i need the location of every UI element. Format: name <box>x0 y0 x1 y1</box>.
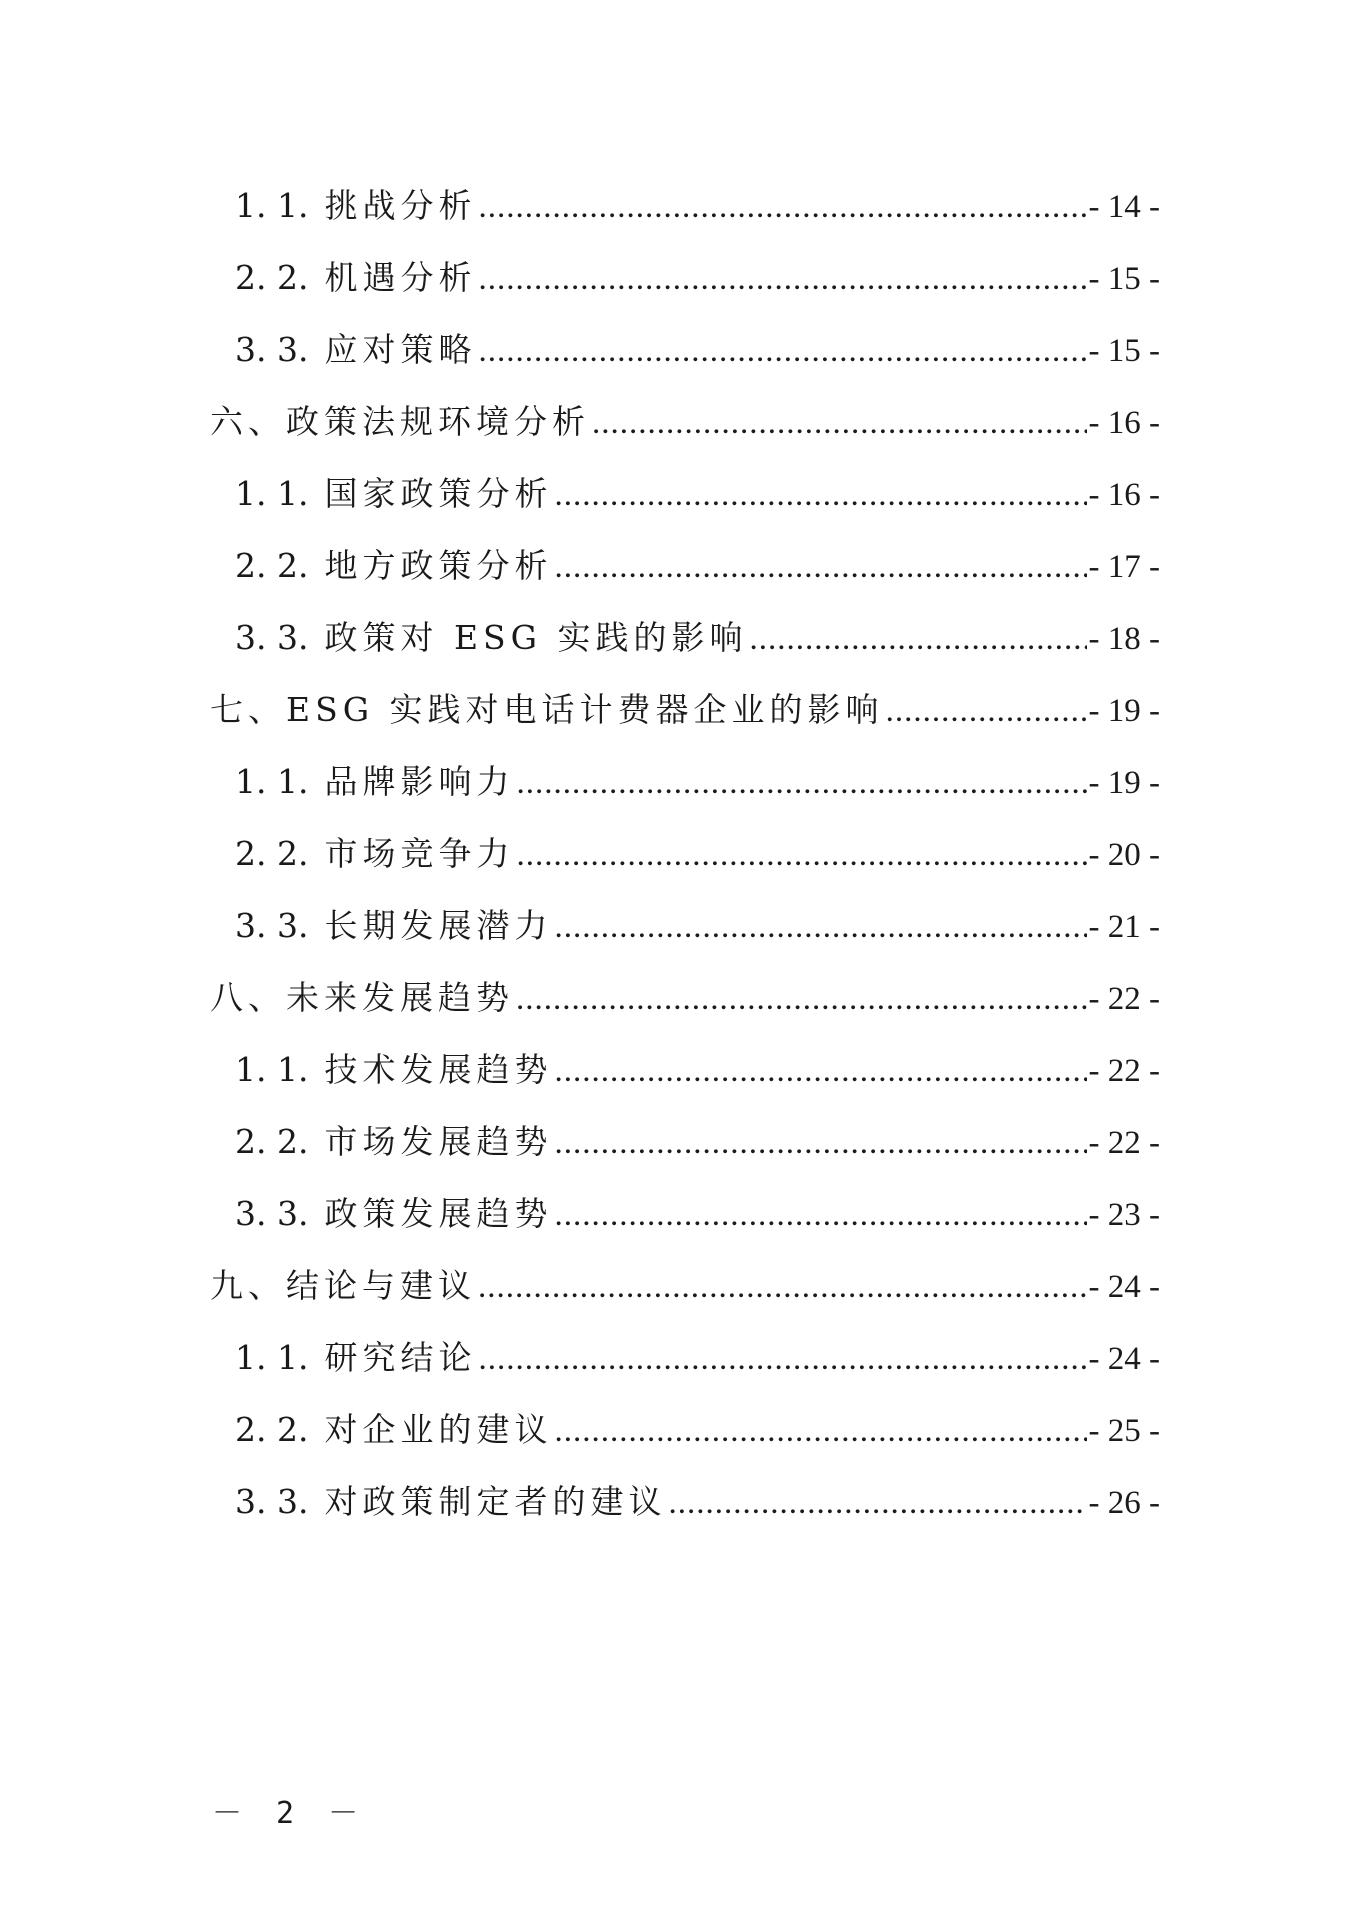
toc-entry-title: 市场竞争力 <box>324 834 515 873</box>
toc-entry-number: 3. 3. <box>235 1194 309 1233</box>
toc-entry[interactable] <box>210 242 1160 314</box>
toc-entry-label <box>235 458 552 530</box>
toc-dot-leader <box>478 1251 1087 1323</box>
toc-entry-number: 3. 3. <box>235 1482 309 1521</box>
toc-dot-leader <box>478 243 1086 315</box>
toc-entry-title: 九、结论与建议 <box>210 1266 476 1305</box>
toc-entry-title: 研究结论 <box>324 1338 477 1377</box>
toc-entry-number: 2. 2. <box>235 1410 309 1449</box>
toc-entry-title: 长期发展潜力 <box>324 906 553 945</box>
toc-entry-page: - 14 - <box>1088 189 1160 225</box>
toc-entry[interactable] <box>210 1466 1160 1538</box>
toc-entry-page: - 17 - <box>1088 549 1160 585</box>
toc-entry-number: 3. 3. <box>235 618 309 657</box>
toc-entry[interactable] <box>210 458 1160 530</box>
toc-entry-label <box>235 1322 476 1394</box>
toc-dot-leader <box>554 891 1086 963</box>
toc-entry-title: 对企业的建议 <box>324 1410 553 1449</box>
toc-dot-leader <box>886 675 1087 747</box>
toc-entry-title: 国家政策分析 <box>324 474 553 513</box>
toc-entry-label <box>235 1178 552 1250</box>
toc-entry-title: 品牌影响力 <box>324 762 515 801</box>
toc-entry[interactable] <box>210 1034 1160 1106</box>
toc-entry[interactable] <box>210 674 1160 746</box>
toc-entry-number: 3. 3. <box>235 330 309 369</box>
toc-entry-title: 挑战分析 <box>324 186 477 225</box>
toc-dot-leader <box>516 819 1086 891</box>
toc-entry-page: - 26 - <box>1088 1485 1160 1521</box>
toc-entry-title: 政策发展趋势 <box>324 1194 553 1233</box>
toc-entry-label <box>235 1106 552 1178</box>
toc-entry-label <box>235 1394 552 1466</box>
toc-entry-number: 1. 1. <box>235 762 309 801</box>
toc-entry[interactable] <box>210 602 1160 674</box>
toc-entry-label <box>210 386 590 458</box>
toc-dot-leader <box>554 1035 1086 1107</box>
toc-entry-label <box>235 1034 552 1106</box>
toc-entry[interactable] <box>210 1106 1160 1178</box>
toc-dot-leader <box>554 1179 1086 1251</box>
toc-entry-page: - 22 - <box>1088 981 1160 1017</box>
toc-entry-label <box>235 818 514 890</box>
toc-entry-title: 对政策制定者的建议 <box>324 1482 667 1521</box>
toc-entry-page: - 16 - <box>1088 405 1160 441</box>
toc-entry-number: 2. 2. <box>235 258 309 297</box>
toc-entry-label <box>235 890 552 962</box>
toc-entry-page: - 23 - <box>1088 1197 1160 1233</box>
toc-dot-leader <box>750 603 1087 675</box>
toc-entry-number: 2. 2. <box>235 1122 309 1161</box>
toc-entry-label <box>235 602 748 674</box>
toc-entry-page: - 24 - <box>1088 1341 1160 1377</box>
toc-dot-leader <box>478 1323 1086 1395</box>
toc-dot-leader <box>554 459 1086 531</box>
toc-entry-number: 2. 2. <box>235 546 309 585</box>
toc-entry-title: 六、政策法规环境分析 <box>210 402 590 441</box>
toc-dot-leader <box>516 963 1087 1035</box>
toc-entry-number: 1. 1. <box>235 474 309 513</box>
toc-entry[interactable] <box>210 1178 1160 1250</box>
toc-entry-number: 1. 1. <box>235 186 309 225</box>
toc-entry[interactable] <box>210 890 1160 962</box>
toc-entry-page: - 22 - <box>1088 1053 1160 1089</box>
toc-dot-leader <box>516 747 1086 819</box>
toc-entry-page: - 20 - <box>1088 837 1160 873</box>
toc-entry-page: - 22 - <box>1088 1125 1160 1161</box>
toc-entry[interactable] <box>210 1250 1160 1322</box>
toc-entry[interactable] <box>210 530 1160 602</box>
toc-entry-title: 八、未来发展趋势 <box>210 978 514 1017</box>
toc-entry[interactable] <box>210 1394 1160 1466</box>
toc-entry-number: 1. 1. <box>235 1050 309 1089</box>
toc-dot-leader <box>554 1395 1086 1467</box>
toc-entry-label <box>210 962 514 1034</box>
toc-entry-title: 应对策略 <box>324 330 477 369</box>
toc-entry-label <box>235 1466 666 1538</box>
toc-entry-label <box>235 746 514 818</box>
toc-entry-number: 3. 3. <box>235 906 309 945</box>
toc-entry-number: 2. 2. <box>235 834 309 873</box>
toc-entry-title: 机遇分析 <box>324 258 477 297</box>
toc-entry-title: 市场发展趋势 <box>324 1122 553 1161</box>
toc-entry[interactable] <box>210 386 1160 458</box>
toc-entry-page: - 15 - <box>1088 333 1160 369</box>
toc-entry-page: - 21 - <box>1088 909 1160 945</box>
toc-dot-leader <box>478 171 1086 243</box>
toc-entry-page: - 18 - <box>1088 621 1160 657</box>
toc-entry[interactable] <box>210 962 1160 1034</box>
toc-dot-leader <box>592 387 1087 459</box>
toc-dot-leader <box>668 1467 1086 1539</box>
toc-entry[interactable] <box>210 746 1160 818</box>
toc-entry-title: 技术发展趋势 <box>324 1050 553 1089</box>
toc-dot-leader <box>478 315 1086 387</box>
toc-entry-label <box>235 170 476 242</box>
toc-entry-page: - 16 - <box>1088 477 1160 513</box>
toc-entry-label <box>210 674 884 746</box>
toc-entry[interactable] <box>210 170 1160 242</box>
toc-dot-leader <box>554 531 1086 603</box>
toc-entry-title: 政策对 ESG 实践的影响 <box>324 618 748 657</box>
toc-entry-title: 七、ESG 实践对电话计费器企业的影响 <box>210 690 884 729</box>
toc-entry-page: - 24 - <box>1088 1269 1160 1305</box>
toc-entry-page: - 19 - <box>1088 693 1160 729</box>
toc-entry-page: - 25 - <box>1088 1413 1160 1449</box>
toc-entry-label <box>235 314 476 386</box>
toc-entry-label <box>235 530 552 602</box>
toc-entry[interactable] <box>210 1322 1160 1394</box>
toc-entry-label <box>210 1250 476 1322</box>
toc-entry-number: 1. 1. <box>235 1338 309 1377</box>
table-of-contents <box>210 170 1160 1538</box>
toc-entry[interactable] <box>210 314 1160 386</box>
toc-entry-title: 地方政策分析 <box>324 546 553 585</box>
toc-entry-page: - 15 - <box>1088 261 1160 297</box>
toc-entry-label <box>235 242 476 314</box>
toc-entry-page: - 19 - <box>1088 765 1160 801</box>
toc-dot-leader <box>554 1107 1086 1179</box>
page-number: － 2 － <box>212 1796 367 1831</box>
toc-entry[interactable] <box>210 818 1160 890</box>
